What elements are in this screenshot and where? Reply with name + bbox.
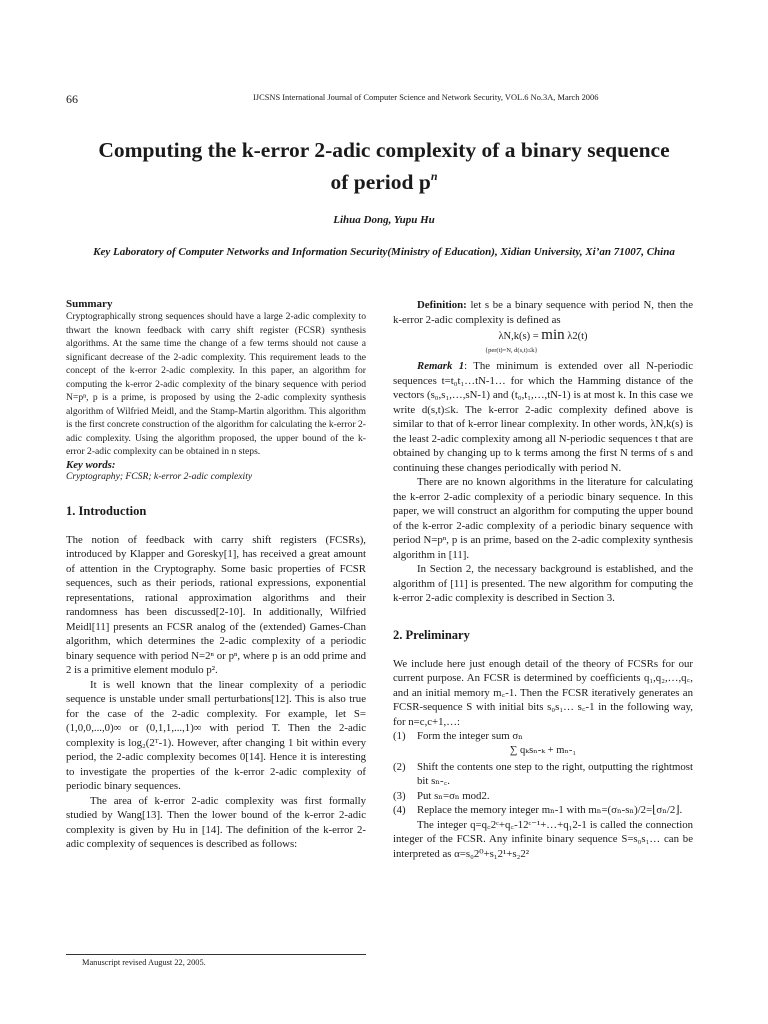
formula-min: min (541, 327, 565, 343)
formula-subscript: {per(t)=N, d(s,t)≤k} (485, 347, 538, 354)
keywords-text: Cryptography; FCSR; k-error 2-adic complexity (66, 470, 253, 482)
k-error-formula (393, 327, 693, 359)
definition-label: Definition: (417, 299, 467, 311)
authors: Lihua Dong, Yupu Hu (333, 214, 435, 226)
remark-label: Remark 1 (417, 360, 465, 372)
footnote-rule (66, 954, 366, 955)
intro-paragraph-3: The area of k-error 2-adic complexity was first formally studied by Wang[13]. Then the lower bound of the k-error 2-adic complexity is given by Hu in [14]. The definition of the k-error 2-adic complexity of sequences is described as follows: (66, 794, 366, 850)
remark-paragraph (393, 359, 693, 475)
definition-paragraph (393, 298, 693, 327)
prelim-paragraph-1: We include here just enough detail of the theory of FCSRs for our current purpose. An FCSR is determined by coefficients q₁,q₂,…,q꜀, and an initial memory m꜀-1. Then the FCSR iteratively generates an FCSR-sequence S with initial bits s₀s₁… s꜀-1 in the following way, for n=c,c+1,…: (393, 657, 693, 728)
remark-paragraph-3: In Section 2, the necessary background is established, and the algorithm of [11] is presented. The new algorithm for computing the k-error 2-adic complexity is described in Section 3. (393, 563, 693, 604)
prelim-step-2: (2) Shift the contents one step to the right, outputting the rightmost bit sₙ-꜀. (393, 760, 693, 787)
summary-text: Cryptographically strong sequences should have a large 2-adic complexity to thwart the known feedback with carry shift register (FCSR) synthesis algorithms. At the same time the change of a few terms should not cause a significant decrease of the 2-adic complexity. This requirement leads to the concept of the k-error 2-adic complexity. In this paper, an algorithm for computing the k-error 2-adic complexity of the binary sequence with period N=pⁿ, p is a prime, is proposed by using the 2-adic complexity synthesis algorithm of Wilfried Meidl, and the Stamp-Martin algorithm. This algorithm is the first concrete construction of the algorithm for calculating the k-error 2-adic complexity. Using the algorithm proposed, the upper bound of the k-error 2-adic complexity can be obtained in n steps. (66, 311, 366, 457)
title-line-2 (60, 163, 708, 195)
prelim-heading: 2. Preliminary (393, 627, 470, 642)
journal-header: IJCSNS International Journal of Computer Science and Network Security, VOL.6 No.3A, March 2006 (253, 93, 599, 102)
paper-title (60, 137, 708, 195)
intro-paragraph-1: The notion of feedback with carry shift registers (FCSRs), introduced by Klapper and Goresky[1], has received a great amount of attention in the Cryptography. Some basic properties of FCSR sequences, such as their periods, rational expressions, exponential representations, rational approximation algorithms and their randomness has been discussed[2-10]. In additionally, Wilfried Meidl[11] presents an FCSR analog of the (extended) Games-Chan algorithm, which determines the 2-adic complexity of a periodic binary sequence with period N=2ⁿ or pⁿ, where p is an odd prime and 2 is a primitive element modulo p². (66, 533, 366, 676)
left-column (66, 298, 366, 852)
formula-lhs: λN,k(s) = (498, 331, 539, 342)
remark-text: : The minimum is extended over all N-periodic sequences t=t₀t₁…tN-1… for which the Hamming distance of the vectors (s₀,s₁,…,sN-1) and (t₀,t₁,…,tN-1) is at most k. In this case we write d(s,t)≤k. The k-error 2-adic complexity defined above is similar to that of k-error linear complexity. In other words, λN,k(s) is the least 2-adic complexity among all N-periodic sequences t that are obtained by changing up to k terms among the first N terms of s and continuing these changes periodically with period N. (393, 360, 694, 474)
prelim-paragraph-2: The integer q=q꜀2ᶜ+q꜀-12ᶜ⁻¹+…+q₁2-1 is called the connection integer of the FCSR. Any infinite binary sequence S=s₀s₁… can be interpreted as α=s₀2⁰+s₁2¹+s₂2² (393, 818, 693, 860)
summary-heading: Summary (66, 298, 113, 310)
title-line-2-text: of period p (330, 170, 431, 194)
prelim-step-4: (4) Replace the memory integer mₙ-1 with mₙ=(σₙ-sₙ)/2=⌊σₙ/2⌋. (393, 804, 683, 816)
remark-paragraph-2: There are no known algorithms in the literature for calculating the k-error 2-adic complexity of a periodic binary sequence. In this paper, we will construct an algorithm for computing the upper bound of the k-error 2-adic complexity of a periodic binary sequence with period N=pⁿ, p is an prime, based on the 2-adic complexity synthesis algorithm in [11]. (393, 476, 693, 561)
affiliation: Key Laboratory of Computer Networks and Information Security(Ministry of Education), Xidian University, Xi’an 71007, China (93, 246, 675, 258)
intro-heading: 1. Introduction (66, 503, 147, 518)
definition-text: let s be a binary sequence with period N, then the k-error 2-adic complexity is defined as (393, 299, 693, 326)
title-superscript: n (430, 169, 438, 183)
sum-formula: ∑ qₖsₙ-ₖ + mₙ-₁ (509, 744, 577, 756)
prelim-step-3: (3) Put sₙ=σₙ mod2. (393, 789, 490, 802)
intro-paragraph-2: It is well known that the linear complexity of a periodic sequence is unstable under small perturbations[12]. This is also true for the case of the 2-adic complexity. For example, let S=(1,0,0,...,0)∞ or (0,1,1,...,1)∞ with period T. Then the 2-adic complexity is log₂(2ᵀ-1). However, after changing 1 bit within every period, the 2-adic complexity becomes 0[14]. Hence it is interesting to investigate the properties of the k-error 2-adic complexity of periodic binary sequences. (66, 678, 366, 792)
formula-rhs: λ2(t) (567, 331, 588, 342)
prelim-step-1: (1) Form the integer sum σₙ (393, 730, 523, 742)
footnote: Manuscript revised August 22, 2005. (82, 958, 206, 967)
right-column (393, 298, 693, 861)
title-line-1: Computing the k-error 2-adic complexity of a binary sequence (98, 138, 670, 162)
page-number: 66 (66, 92, 78, 106)
keywords-heading: Key words: (66, 458, 116, 471)
